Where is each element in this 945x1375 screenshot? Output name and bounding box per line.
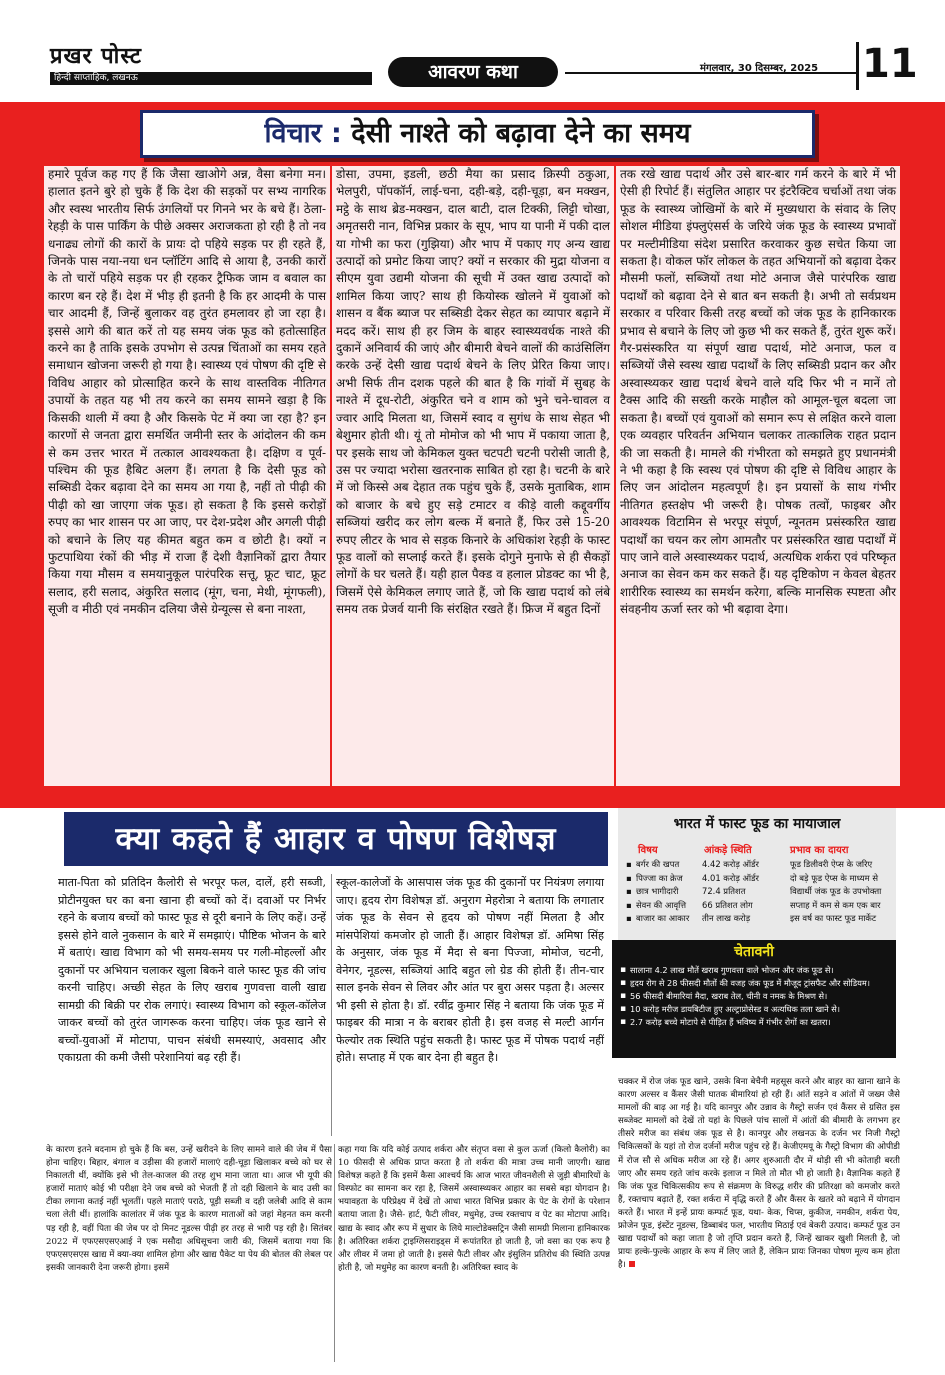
masthead [0, 0, 945, 102]
fast-food-info-box [618, 808, 896, 946]
table-cell: 4.01 करोड़ ऑर्डर [702, 872, 759, 883]
feature-column-2 [332, 166, 614, 786]
bottom-paragraph-3 [618, 1076, 900, 1272]
story-end-icon [629, 1261, 635, 1267]
feature-paragraph-2: डोसा, उपमा, इडली, छठी मैया का प्रसाद क्रिस्पी ठकुआ, भेलपुरी, पॉपकॉर्न, लाई-चना, दही-बड़े, दही-चूड़ा, बन मक्खन, मट्ठे के साथ ब्रेड-मक्खन, दाल बाटी, दाल टिक्की, लिट्टी चोखा, अमृतसरी नान, विभिन्न प्रकार के सूप, भाप या पानी में पकी दाल या गोभी का फरा (गुझिया) और भाप में पकाए गए अन्य खाद्य उत्पादों को प्रमोट किया जाए? क्यों न सरकार की मुद्रा योजना व सीएम युवा उद्यमी योजना की सूची में उक्त खाद्य उत्पादों को शामिल किया जाए? साथ ही कियोस्क खोलने में युवाओं को शासन व बैंक ब्याज पर सब्सिडी देकर सेहत का व्यापार बढ़ाने में मदद करें। साथ ही हर जिम के बाहर स्वास्थ्यवर्धक नाश्ते की दुकानें अनिवार्य की जाएं और बीमारी बेचने वालों की काउंसिलिंग करके उन्हें देसी खाद्य पदार्थ बेचने के लिए प्रेरित किया जाए। अभी सिर्फ तीन दशक पहले की बात है कि गांवों में सुबह के नाश्ते में दूध-रोटी, अंकुरित चने व शाम को भुने चने-चावल व ज्वार आदि मिलता था, जिसमें स्वाद व सुगंध के साथ सेहत भी बेशुमार होती थी। यूं तो मोमोज को भी भाप में पकाया जाता है, पर इसके साथ जो केमिकल युक्त चटपटी चटनी परोसी जाती है, उस पर ज्यादा भरोसा खतरनाक साबित हो रहा है। चटनी के बारे में जो किस्से अब देहात तक पहुंच चुके हैं, उसके मुताबिक, शाम को बाजार के बचे हुए सड़े टमाटर व कीड़े वाली कद्दूवर्गीय सब्जियां खरीद कर लोग बल्क में बनाते हैं, फिर उसे 15-20 रुपए लीटर के भाव से सड़क किनारे के अधिकांश रेहड़ी के फास्ट फूड वालों को सप्लाई करते हैं। इसके दोगुने मुनाफे से ही सैकड़ों लोगों के घर चलते हैं। यही हाल पैक्ड व हलाल प्रोडक्ट का भी है, जिसमें ऐसे केमिकल लगाए जाते हैं, जो कि खाद्य पदार्थ को लंबे समय तक प्रेजर्व यानी कि संरक्षित रखते हैं। फ्रिज में बहुत दिनों [336, 167, 610, 617]
warning-box [612, 940, 896, 1058]
issue-date: मंगलवार, 30 दिसम्बर, 2025 [700, 63, 819, 74]
bottom-paragraph-2: कहा गया कि यदि कोई उत्पाद शर्करा और संतृप्त वसा से कुल ऊर्जा (किलो कैलोरी) का 10 फीसदी से अधिक प्राप्त करता है तो शर्करा की मात्रा उच्च मानी जाएगी। खाद्य विशेषज्ञ कहते हैं कि इसमें कैसा आश्चर्य कि आज भारत जीवनशैली से जुड़ी बीमारियों के विस्फोट का सामना कर रहा है, जिसमें अस्वास्थ्यकर आहार का सबसे बड़ा योगदान है। भयावहता के परिप्रेक्ष्य में देखें तो आधा भारत विभिन्न प्रकार के पेट के रोगों के परेशान बताया जाता है। जैसे- हार्ट, फैटी लीवर, मधुमेह, उच्च रक्तचाप व पेट का मोटापा आदि। खाद्य के स्वाद और रूप में सुधार के लिये माल्टोडेक्सट्रिन जैसी सामग्री मिलाना हानिकारक है। अतिरिक्त शर्करा ट्राइग्लिसराइड्स में रूपांतरित हो जाती है, जो वसा का एक रूप है और लीवर में जमा हो जाती है। इससे फैटी लीवर और इंसुलिन प्रतिरोध की स्थिति उत्पन्न होती है, जो मधुमेह का कारण बनती है। अतिरिक्त स्वाद के [338, 1145, 610, 1273]
table-row [626, 858, 894, 872]
headline-text: देसी नाश्ते को बढ़ावा देने का समय [341, 118, 691, 149]
table-cell: तीन लाख करोड़ [702, 913, 751, 923]
warning-item: ▪ सालाना 4.2 लाख मौतें खराब गुणवत्ता वाले भोजन और जंक फूड से। [620, 964, 892, 977]
warning-list [620, 964, 892, 1029]
table-cell: सप्ताह में कम से कम एक बार [790, 899, 881, 910]
table-cell: 4.42 करोड़ ऑर्डर [702, 859, 759, 869]
table-cell: बाजार का आकार [636, 913, 690, 923]
table-cell: फूड डिलीवरी ऐप्स के जरिए [790, 859, 873, 869]
newspaper-tagline: हिन्दी साप्ताहिक, लखनऊ [50, 72, 372, 85]
warning-item: ▪ 56 फीसदी बीमारियां मैदा, खराब तेल, चीनी व नमक के मिश्रण से। [620, 990, 892, 1003]
feature-headline [140, 110, 815, 158]
table-cell: 66 प्रतिशत लोग [702, 899, 753, 910]
warning-item: ▪ हृदय रोग से 28 फीसदी मौतों की वजह जंक फूड में मौजूद ट्रांसफैट और सोडियम। [620, 977, 892, 990]
feature-column-3 [616, 166, 900, 786]
warning-title: चेतावनी [734, 944, 774, 960]
warning-item: ▪ 2.7 करोड़ बच्चे मोटापे से पीड़ित हैं भविष्य में गंभीर रोगों का खतरा। [620, 1016, 892, 1029]
experts-column-1 [56, 874, 328, 1140]
column-divider [331, 874, 332, 1136]
experts-paragraph-1: माता-पिता को प्रतिदिन कैलोरी से भरपूर फल, दालें, हरी सब्जी, प्रोटीनयुक्त घर का बना खाना ही बच्चों को दें। दवाओं पर निर्भर रहने के बजाय बच्चों को फास्ट फूड से दूरी बनाने के लिए कहें। उन्हें इससे होने वाले नुकसान के बारे में समझाएं। पौष्टिक भोजन के बारे में बताएं। खाद्य विभाग को भी समय-समय पर गली-मोहल्लों और दुकानों पर अभियान चलाकर खुला बिकने वाले फास्ट फूड की जांच करनी चाहिए। अच्छी सेहत के लिए खराब गुणवत्ता वाली खाद्य सामग्री की बिक्री पर रोक लगाएं। स्वास्थ्य विभाग को स्कूल-कॉलेज जाकर बच्चों को तुरंत जागरूक करना चाहिए। जंक फूड खाने से बच्चों-युवाओं में मोटापा, पाचन संबंधी समस्याएं, अवसाद और एकाग्रता की कमी जैसी परेशानियां बढ़ रही हैं। [58, 876, 326, 1064]
bottom-column-1 [46, 1144, 332, 1366]
experts-paragraph-2: स्कूल-कालेजों के आसपास जंक फूड की दुकानों पर नियंत्रण लगाया जाए। हृदय रोग विशेषज्ञ डॉ. अनुराग मेहरोत्रा ने बताया कि लगातार जंक फूड के सेवन से हृदय को पोषण नहीं मिलता है और मांसपेशियां कमजोर हो जाती हैं। आहार विशेषज्ञ डॉ. अमिषा सिंह के अनुसार, जंक फूड में मैदा से बना पिज्जा, मोमोज, चटनी, वेनेगर, नूडल्स, सब्जियां आदि बहुत लो ग्रेड की होती हैं। तीन-चार साल इनके सेवन से लिवर और आंत पर बुरा असर पड़ता है। अल्सर भी इसी से होता है। डॉ. रवींद्र कुमार सिंह ने बताया कि जंक फूड में फाइबर की मात्रा न के बराबर होती है। इस वजह से मल्टी आर्गन फेल्योर तक स्थिति पहुंच सकती है। फास्ट फूड में पोषक पदार्थ नहीं होते। सप्ताह में एक बार देना ही बहुत है। [336, 876, 604, 1064]
bullet-icon: ▪ [626, 899, 632, 910]
newspaper-logo: प्रखर पोस्ट [50, 44, 143, 69]
bottom-column-3 [618, 1076, 900, 1366]
table-cell: सेवन की आवृत्ति [636, 899, 687, 910]
page-number-divider [856, 42, 859, 90]
bullet-icon: ▪ [626, 872, 632, 883]
bottom-paragraph-1: के कारण इतने बदनाम हो चुके हैं कि बस, उन्हें खरीदने के लिए सामने वाले की जेब में पैसा होना चाहिए। बिहार, बंगाल व उड़ीसा की हजारों मालाएं दही-चूड़ा खिलाकर बच्चे को घर से निकालती थीं, क्योंकि इसे भी तेल-काजल की तरह शुभ माना जाता था। आज भी यूपी की हजारों माताएं कोई भी परीक्षा देने जब बच्चे को भेजती हैं तो दही खिलाने के बाद उसी का टीका लगाना कतई नहीं भूलतीं। पहले माताएं पराठे, पूड़ी सब्जी व दही जलेबी आदि से काम चला लेती थीं। हालांकि कालांतर में जंक फूड के कारण माताओं को जहां मेहनत कम करनी पड़ रही है, वहीं पिता की जेब पर दो मिनट नूडल्स पीढ़ी हर तरह से भारी पड़ रही है। सितंबर 2022 में एफएसएसएआई ने एक मसौदा अधिसूचना जारी की, जिसमें बताया गया कि एफएसएसएस खाद्य में क्या-क्या शामिल होगा और खाद्य पैकेट या पेय की बोतल की लेबल पर इसकी जानकारी देना जरूरी होगा। इसमें [46, 1145, 332, 1273]
bottom-column-2 [338, 1144, 610, 1366]
column-header-figures: आंकड़े स्थिति [704, 845, 752, 856]
page-number: 11 [862, 41, 918, 87]
bullet-icon: ▪ [626, 886, 632, 896]
table-cell: विद्यार्थी जंक फूड के उपभोक्ता [790, 886, 882, 896]
table-cell: इस वर्ष का फास्ट फूड मार्केट [790, 913, 877, 923]
table-row [626, 885, 894, 899]
table-row [626, 912, 894, 926]
experts-banner: क्या कहते हैं आहार व पोषण विशेषज्ञ [64, 812, 608, 866]
column-header-impact: प्रभाव का दायरा [790, 845, 849, 856]
feature-paragraph-3: तक रखे खाद्य पदार्थ और उसे बार-बार गर्म करने के बारे में भी ऐसी ही रिपोर्ट हैं। संतुलित आहार पर इंटरैक्टिव चर्चाओं तथा जंक फूड के स्वास्थ्य जोखिमों के बारे में मुख्यधारा के संवाद के लिए सोशल मीडिया इंफ्लुएंसर्स के जरिये जंक फूड के स्वास्थ्य प्रभावों पर मल्टीमीडिया संदेश प्रसारित करवाकर कुछ सचेत किया जा सकता है। वोकल फॉर लोकल के तहत अभियानों को बढ़ावा देकर मौसमी फलों, सब्जियों तथा मोटे अनाज जैसे पारंपरिक खाद्य पदार्थों को बढ़ावा देने से बात बन सकती है। अभी तो सर्वप्रथम सरकार व परिवार किसी तरह बच्चों को जंक फूड के हानिकारक प्रभाव से बचाने के लिए जो कुछ भी कर सकते हैं, तुरंत शुरू करें। गैर-प्रसंस्करित या संपूर्ण खाद्य पदार्थ, मोटे अनाज, फल व सब्जियों जैसे स्वस्थ खाद्य पदार्थों के लिए सब्सिडी प्रदान कर और अस्वास्थ्यकर खाद्य पदार्थ बेचने वाले यदि फिर भी न मानें तो टैक्स आदि की सख्ती करके माहौल को आमूल-चूल बदला जा सकता है। बच्चों एवं युवाओं को समान रूप से लक्षित करने वाला एक व्यवहार परिवर्तन अभियान चलाकर तात्कालिक राहत प्रदान की जा सकती है। मामले की गंभीरता को समझते हुए प्रधानमंत्री ने भी कहा है कि स्वस्थ एवं पोषण की दृष्टि से विविध आहार के लिए जन आंदोलन महत्वपूर्ण है। इन प्रयासों के साथ गंभीर नीतिगत हस्तक्षेप भी जरूरी है। पोषक तत्वों, फाइबर और आवश्यक विटामिन से भरपूर संपूर्ण, न्यूनतम प्रसंस्करित खाद्य पदार्थों का चयन कर लोग आमतौर पर प्रसंस्करित खाद्य पदार्थों में पाए जाने वाले अस्वास्थ्यकर पदार्थ, अत्यधिक शर्करा एवं परिष्कृत अनाज का सेवन कम कर सकते हैं। यह दृष्टिकोण न केवल बेहतर शारीरिक स्वास्थ्य का समर्थन करेगा, बल्कि मानसिक स्पष्टता और संवहनीय ऊर्जा स्तर को भी बढ़ावा देगा। [620, 167, 896, 617]
section-label: आवरण कथा [388, 57, 558, 87]
bottom-paragraph-3-text: चक्कर में रोज जंक फूड खाने, उसके बिना बेचैनी महसूस करने और बाहर का खाना खाने के कारण अल्सर व कैंसर जैसी घातक बीमारियां हो रही हैं। आंतें सड़ने व आंतों में जख्म जैसे मामलों की बाढ़ आ गई है। यदि कानपुर और उन्नाव के गैस्ट्रो सर्जन एवं कैंसर से ग्रसित इस सब्जेक्ट मामलों को देखें तो यहां के पिछले पांच सालों में आंतों की बीमारी के लगभग हर तीसरे मरीज का संबंध जंक फूड से है। कानपुर और लखनऊ के दर्जन भर निजी गैस्ट्रो चिकित्सकों के यहां तो रोज दर्जनों मरीज पहुंच रहे हैं। केजीएमयू के गैस्ट्रो विभाग की ओपीडी में रोज सौ से अधिक मरीज आ रहे हैं। अगर शुरुआती दौर में थोड़ी सी भी कोताही बरती जाए और समय रहते जांच करके इलाज न मिले तो मौत भी हो जाती है। वैज्ञानिक कहते हैं कि जंक फूड चिकित्सकीय रूप से संक्रमण के विरुद्ध शरीर की प्रतिरक्षा को कमजोर करते हैं, रक्तचाप बढ़ाते हैं, रक्त शर्करा में वृद्धि करते हैं और कैंसर के खतरे को बढ़ाने में योगदान करते हैं। भारत में इन्हें प्रायः कम्फर्ट फूड, यथा- केक, चिप्स, कुकीज, नमकीन, शर्करा पेय, फ्रोजेन फूड, इंस्टेंट नूडल्स, डिब्बाबंद फल, भारतीय मिठाई एवं बेकरी उत्पाद। कम्फर्ट फूड उन खाद्य पदार्थों को कहा जाता है जो तृप्ति प्रदान करते हैं, जिन्हें खाकर खुशी मिलती है, जो प्रायः हल्के-फुल्के आहार के रूप में लिए जाते हैं, लेकिन प्रायः जिनका पोषण मूल्य कम होता है। [618, 1077, 900, 1271]
table-cell: दो बड़े फूड ऐप्स के माध्यम से [790, 872, 878, 883]
table-cell: पिज्जा का क्रेज [636, 872, 683, 883]
table-cell: बर्गर की खपत [636, 859, 680, 869]
fast-food-table [626, 858, 894, 926]
table-row [626, 872, 894, 886]
column-header-topic: विषय [638, 845, 658, 856]
experts-column-2 [334, 874, 606, 1140]
warning-item: ▪ 10 करोड़ मरीज डायबिटीज हुए अल्ट्राप्रोसेस्ड व अत्यधिक तला खाने से। [620, 1003, 892, 1016]
column-divider [334, 1144, 335, 1362]
table-row [626, 899, 894, 913]
feature-paragraph-1: हमारे पूर्वज कह गए हैं कि जैसा खाओगे अन्न, वैसा बनेगा मन। हालात इतने बुरे हो चुके हैं कि देश की सड़कों पर सभ्य नागरिक और स्वस्थ भारतीय सिर्फ उंगलियों पर गिनने भर के बचे हैं। ठेला-रेहड़ी के पास पार्किंग के पीछे अक्सर अराजकता हो रही है तो नव धनाढ्य लोगों की कारों के प्रायः दो पहिये सड़क पर ही रहते हैं, जिनके पास नया-नया धन प्लॉटिंग आदि से आया है, उनकी कारों के तो चारों पहिये सड़क पर ही रहकर ट्रैफिक जाम व बवाल का कारण बन रहे हैं। देश में भीड़ ही इतनी है कि हर आदमी के पास चार आदमी हैं, जिन्हें बुलाकर वह तुरंत हमलावर हो जा रहा है। इससे आगे की बात करें तो यह समय जंक फूड को हतोत्साहित करने का है ताकि इसके उपभोग से उत्पन्न चिंताओं का समय रहते समाधान खोजना जरूरी हो गया है। स्वास्थ्य एवं पोषण की दृष्टि से विविध आहार को प्रोत्साहित करने के साथ वास्तविक नीतिगत उपायों के तहत यह भी तय करने का समय सामने खड़ा है कि किसकी थाली में क्या है और किसके पेट में क्या जा रहा है? इन कारणों से जनता द्वारा समर्थित जमीनी स्तर के आंदोलन की कम से कम उत्तर भारत में तत्काल आवश्यकता है। दक्षिण व पूर्व-पश्चिम की फूड हैबिट अलग हैं। लगता है कि देसी फूड को सब्सिडी देकर बढ़ावा देने का समय आ गया है, नहीं तो पीढ़ी की पीढ़ी को खा जाएगा जंक फूड। हो सकता है कि इससे करोड़ों रुपए का भार शासन पर आ जाए, पर देश-प्रदेश और अगली पीढ़ी को बचाने के लिए यह कीमत बहुत कम व छोटी है। क्यों न फुटपाथिया रंकों की भीड़ में राजा हैं देशी वैज्ञानिकों द्वारा तैयार किया गया मौसम व समयानुकूल पारंपरिक सत्तू, फ्रूट चाट, फ्रूट सलाद, हरी सलाद, अंकुरित सलाद (मूंग, चना, मेथी, मूंगफली), सूजी व मीठी एवं नमकीन दलिया जैसे ग्रेन्यूल्स से बना नाश्ता, [48, 167, 326, 617]
fast-food-title: भारत में फास्ट फूड का मायाजाल [673, 816, 841, 832]
bullet-icon: ▪ [626, 859, 632, 869]
table-cell: 72.4 प्रतिशत [702, 886, 746, 896]
bullet-icon: ▪ [626, 913, 632, 923]
feature-column-1 [44, 166, 330, 786]
headline-prefix: विचार : [264, 118, 342, 149]
table-cell: छात्र भागीदारी [636, 886, 679, 896]
